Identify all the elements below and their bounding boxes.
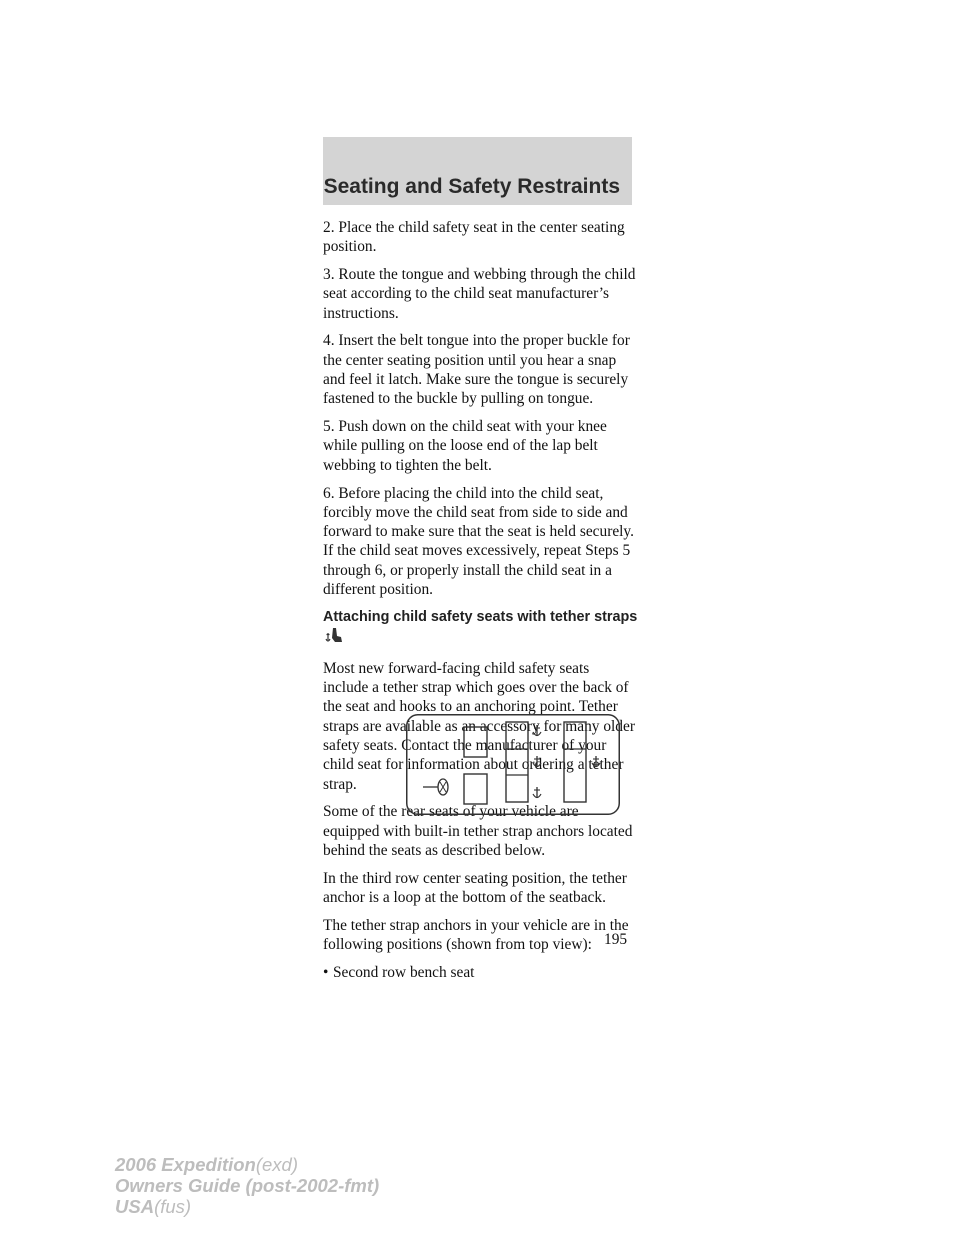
bullet-label: Second row bench seat <box>333 964 475 981</box>
section-title: Seating and Safety Restraints <box>323 175 620 198</box>
child-seat-icon <box>325 627 343 647</box>
bullet-dot: • <box>323 964 329 981</box>
bullet-second-row <box>323 963 638 982</box>
tether-anchor-icon <box>592 756 600 767</box>
footer-market-code: (fus) <box>154 1196 192 1217</box>
steering-wheel-icon <box>423 779 448 795</box>
page-content <box>323 218 638 991</box>
step-5: 5. Push down on the child seat with your knee while pulling on the loose end of the lap belt webbing to tighten the belt. <box>323 418 607 474</box>
section-header-band <box>323 137 632 205</box>
step-2: 2. Place the child safety seat in the center seating position. <box>323 219 625 256</box>
document-footer <box>115 1154 379 1217</box>
tether-anchor-icon <box>533 725 541 736</box>
tether-straps-heading <box>323 608 638 651</box>
step-6: 6. Before placing the child into the child seat, forcibly move the child seat from side to side and forward to make sure that the seat is held securely. If the child seat moves excessively, repeat Steps 5 through 6, or properly install the child seat in a different position. <box>323 484 634 599</box>
footer-line-3 <box>115 1196 379 1217</box>
step-4: 4. Insert the belt tongue into the proper buckle for the center seating position until you hear a snap and feel it latch. Make sure the tongue is securely fastened to the buckle by pulling on tongue. <box>323 332 630 408</box>
vehicle-outline <box>407 715 620 815</box>
para-tether-overview: Most new forward-facing child safety seats include a tether strap which goes over the back of the seat and hooks to an anchoring point. Tether straps are available as an accessory for many older safety seats. Contact the manufacturer of your child seat for information about ordering a tether strap. <box>323 659 635 793</box>
tether-anchor-icon <box>533 787 541 798</box>
footer-line-2 <box>115 1175 379 1196</box>
para-third-row: In the third row center seating position, the tether anchor is a loop at the bottom of the seatback. <box>323 869 627 907</box>
footer-market: USA <box>115 1196 155 1217</box>
para-positions: The tether strap anchors in your vehicle are in the following positions (shown from top view): <box>323 916 629 954</box>
tether-anchor-icon <box>533 756 541 767</box>
step-3: 3. Route the tongue and webbing through the child seat according to the child seat manufacturer’s instructions. <box>323 266 636 322</box>
footer-vehicle: 2006 Expedition <box>115 1154 256 1175</box>
third-row-seat <box>564 722 586 802</box>
footer-vehicle-code: (exd) <box>255 1154 299 1175</box>
footer-line-1 <box>115 1154 379 1175</box>
second-row-bench <box>506 722 528 802</box>
footer-guide: Owners Guide (post-2002-fmt) <box>115 1175 380 1196</box>
para-rear-seats: Some of the rear seats of your vehicle are equipped with built-in tether strap anchors located behind the seats as described below. <box>323 803 633 860</box>
tether-anchor-diagram <box>406 714 620 815</box>
page-number: 195 <box>604 931 628 948</box>
front-seat-driver <box>464 774 487 804</box>
heading-text: Attaching child safety seats with tether straps <box>323 608 638 625</box>
front-seat-passenger <box>464 727 487 757</box>
